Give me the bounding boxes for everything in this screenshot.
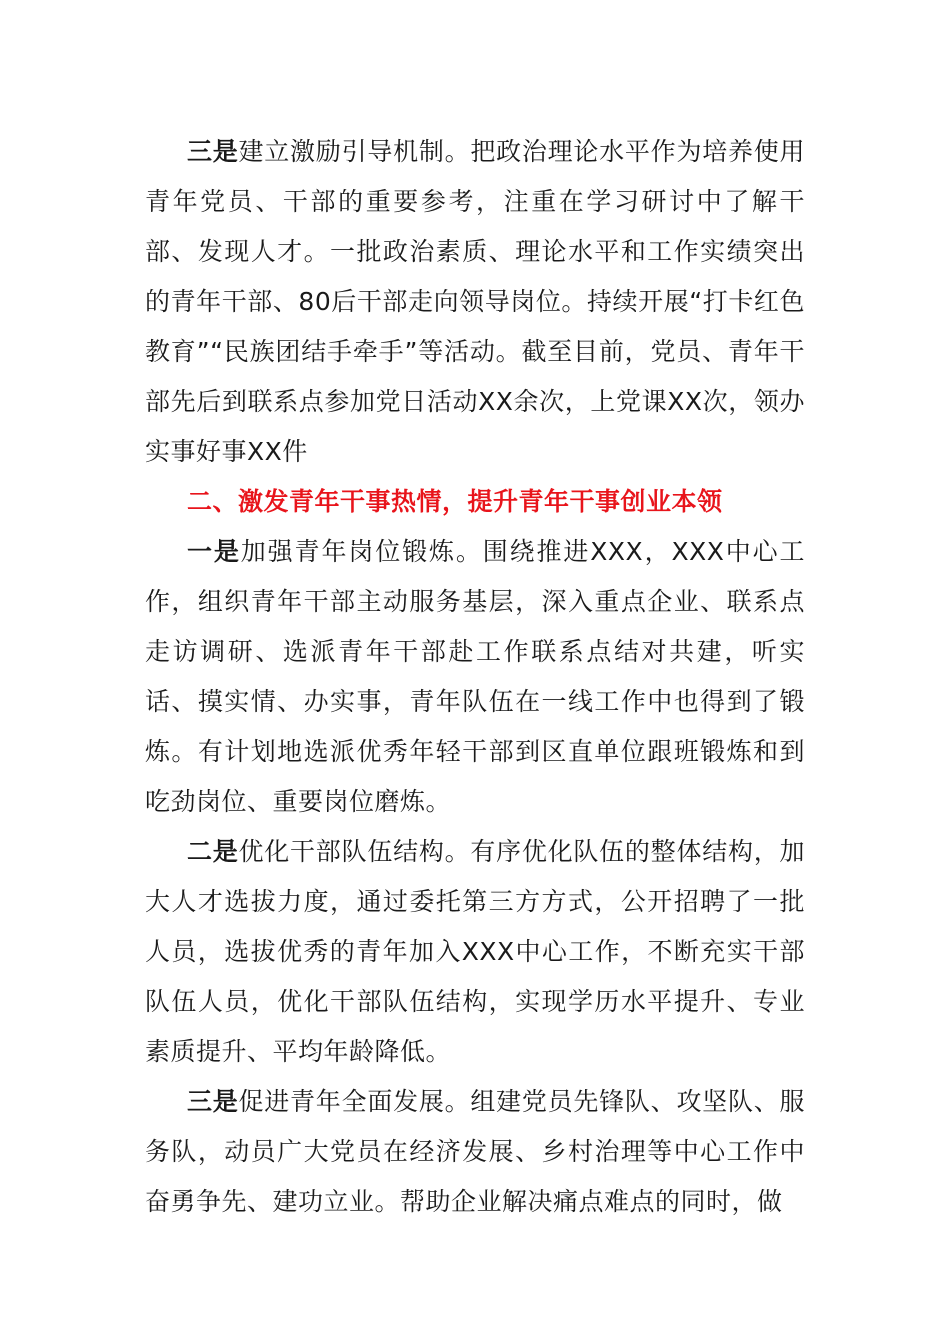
paragraph-text: 建立激励引导机制。把政治理论水平作为培养使用青年党员、干部的重要参考，注重在学习研讨中了解干部、发现人才。一批政治素质、理论水平和工作实绩突出的青年干部、80后干部走向领导岗位。持续开展“打卡红色教育”“民族团结手牵手”等活动。截至目前，党员、青年干部先后到联系点参加党日活动XX余次，上党课XX次，领办实事好事XX件 (145, 137, 805, 466)
paragraph-lead: 一是 (187, 537, 241, 566)
paragraph-post-training (145, 527, 805, 827)
paragraph-team-structure (145, 827, 805, 1077)
paragraph-lead: 三是 (187, 1087, 239, 1116)
paragraph-incentive-mechanism (145, 127, 805, 477)
document-page (145, 127, 805, 1227)
paragraph-lead: 三是 (187, 137, 239, 166)
paragraph-text: 促进青年全面发展。组建党员先锋队、攻坚队、服务队，动员广大党员在经济发展、乡村治理等中心工作中奋勇争先、建功立业。帮助企业解决痛点难点的同时，做 (145, 1087, 805, 1216)
paragraph-text: 优化干部队伍结构。有序优化队伍的整体结构，加大人才选拔力度，通过委托第三方方式，公开招聘了一批人员，选拔优秀的青年加入XXX中心工作，不断充实干部队伍人员，优化干部队伍结构，实现学历水平提升、专业素质提升、平均年龄降低。 (145, 837, 805, 1066)
section-heading: 二、激发青年干事热情，提升青年干事创业本领 (187, 487, 723, 516)
paragraph-lead: 二是 (187, 837, 239, 866)
paragraph-text: 加强青年岗位锻炼。围绕推进XXX，XXX中心工作，组织青年干部主动服务基层，深入重点企业、联系点走访调研、选派青年干部赴工作联系点结对共建，听实话、摸实情、办实事，青年队伍在一线工作中也得到了锻炼。有计划地选派优秀年轻干部到区直单位跟班锻炼和到吃劲岗位、重要岗位磨炼。 (145, 537, 805, 816)
paragraph-youth-development (145, 1077, 805, 1227)
